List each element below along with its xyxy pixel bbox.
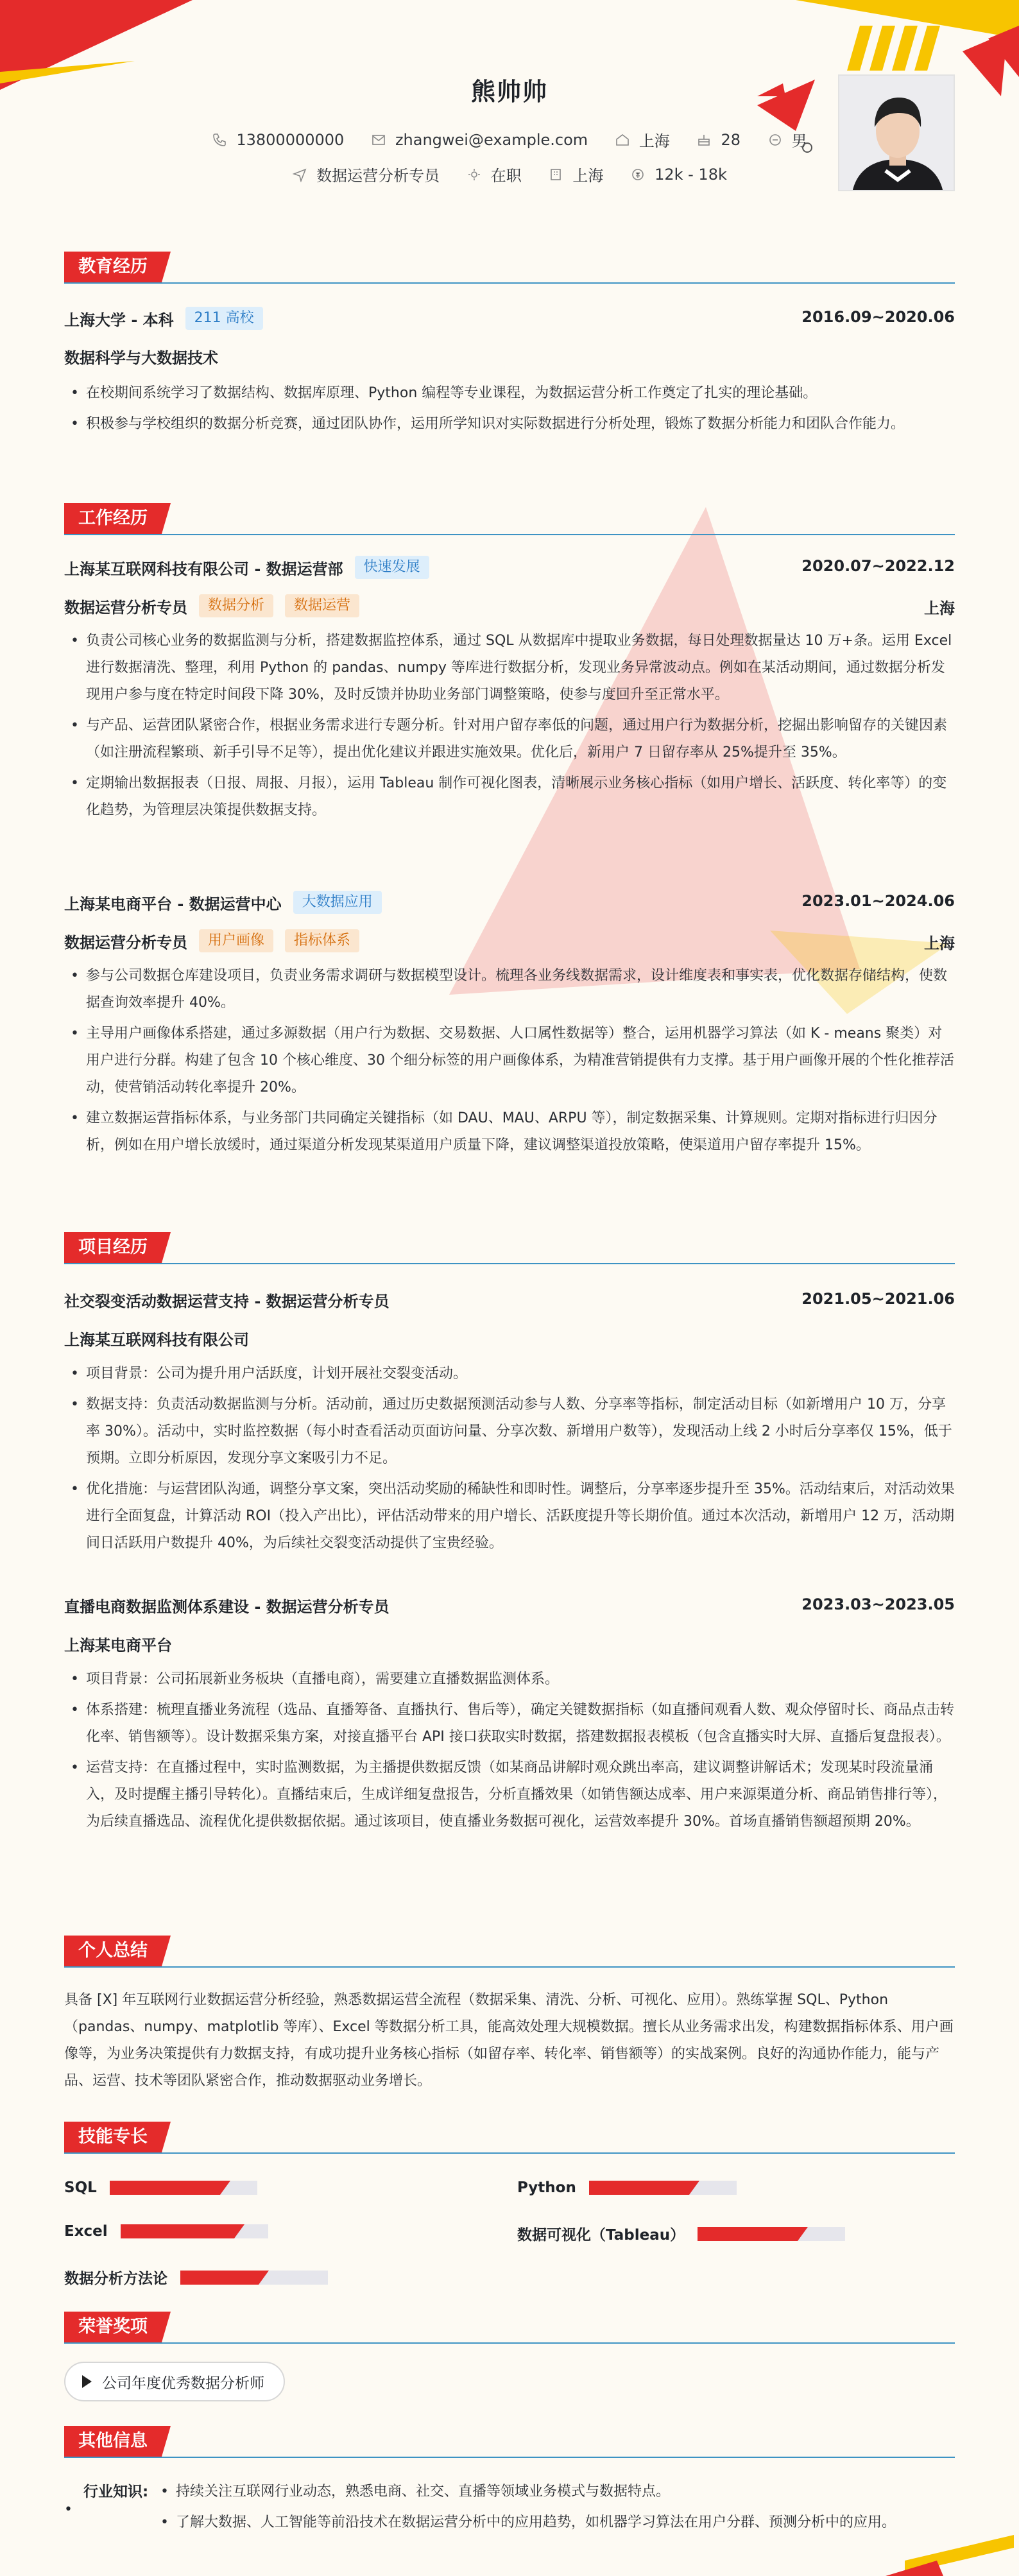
other-label: 行业知识: — [83, 2484, 149, 2500]
section-divider — [64, 2152, 955, 2154]
award-label: 公司年度优秀数据分析师 — [102, 2374, 264, 2392]
section-education — [64, 252, 955, 282]
section-skills — [64, 2122, 955, 2152]
skill-fill — [589, 2181, 689, 2195]
project-1-org: 上海某互联网科技有限公司 — [64, 1331, 249, 1349]
list-item: • 建立数据运营指标体系，与业务部门共同确定关键指标（如 DAU、MAU、ARPU 等），制定数据采集、计算规则。定期对指标进行归因分析，例如在用户增长放缓时，通过渠道分析发现某渠道用户质量下降，建议调整渠道投放策略，使渠道用户留存率提升 15%。 — [64, 1105, 955, 1159]
status-value: 在职 — [490, 167, 522, 185]
work-1-title — [64, 556, 429, 579]
company-name: 上海某电商平台 - 数据运营中心 — [64, 895, 282, 913]
avatar — [838, 74, 955, 191]
bottom-right-decoration — [886, 2490, 1019, 2576]
work-2-bullets — [64, 963, 955, 1163]
list-item: • 项目背景：公司为提升用户活跃度，计划开展社交裂变活动。 — [64, 1361, 955, 1387]
role-tag: 数据运营 — [285, 594, 359, 617]
project-1-date: 2021.05~2021.06 — [801, 1290, 955, 1308]
list-item: • 主导用户画像体系搭建，通过多源数据（用户行为数据、交易数据、人口属性数据等）整合，运用机器学习算法（如 K - means 聚类）对用户进行分群。构建了包含 10 个核心维度、30 个细分标签的用户画像体系，为精准营销提供有力支撑。基于用户画像开展的个性化推荐活动，使营销活动转化率提升 20%。 — [64, 1020, 955, 1101]
money-icon — [630, 167, 646, 182]
section-projects — [64, 1232, 955, 1263]
status-item — [467, 163, 522, 185]
home-icon — [615, 132, 630, 148]
phone-icon — [212, 132, 227, 148]
section-title: 技能专长 — [64, 2122, 162, 2152]
school-badge: 211 高校 — [185, 307, 263, 330]
list-item: • 负责公司核心业务的数据监测与分析，搭建数据监控体系，通过 SQL 从数据库中提取业务数据，每日处理数据量达 10 万+条。运用 Excel 进行数据清洗、整理，利用 Python 的 pandas、numpy 等库进行数据分析，发现业务异常波动点。例如在某活动期间，通过数据分析发现用户参与度在特定时间段下降 30%，及时反馈并协助业务部门调整策略，使参与度回升至正常水平。 — [64, 628, 955, 708]
skill-name: Python — [517, 2179, 576, 2196]
company-badge: 大数据应用 — [293, 891, 382, 914]
outer-bullet: • — [64, 2502, 73, 2518]
work-1-date: 2020.07~2022.12 — [801, 557, 955, 575]
project-2-bullets — [64, 1666, 955, 1839]
work-2-date: 2023.01~2024.06 — [801, 892, 955, 910]
list-item: • 积极参与学校组织的数据分析竞赛，通过团队协作，运用所学知识对实际数据进行分析处理，锻炼了数据分析能力和团队合作能力。 — [64, 411, 955, 438]
project-2-date: 2023.03~2023.05 — [801, 1595, 955, 1613]
list-item: • 项目背景：公司拓展新业务板块（直播电商），需要建立直播数据监测体系。 — [64, 1666, 955, 1693]
target-job-item — [292, 163, 440, 185]
cake-icon — [696, 132, 712, 148]
list-item: • 参与公司数据仓库建设项目，负责业务需求调研与数据模型设计。梳理各业务线数据需求，设计维度表和事实表，优化数据存储结构，使数据查询效率提升 40%。 — [64, 963, 955, 1017]
skill-name: SQL — [64, 2179, 97, 2196]
candidate-name: 熊帅帅 — [470, 78, 548, 106]
section-work — [64, 503, 955, 534]
target-city: 上海 — [572, 167, 604, 185]
list-item: • 了解大数据、人工智能等前沿技术在数据运营分析中的应用趋势，如机器学习算法在用户分群、预测分析中的应用。 — [154, 2509, 898, 2536]
company-name: 上海某互联网科技有限公司 - 数据运营部 — [64, 560, 343, 578]
work-1-city: 上海 — [924, 599, 955, 617]
section-title: 个人总结 — [64, 1936, 162, 1966]
skill-fill — [698, 2227, 798, 2241]
skill-bar — [110, 2181, 257, 2195]
expand-triangle-icon[interactable] — [82, 2375, 92, 2388]
company-badge: 快速发展 — [355, 556, 429, 579]
list-item: • 优化措施：与运营团队沟通，调整分享文案，突出活动奖励的稀缺性和即时性。调整后，分享率逐步提升至 35%。活动结束后，对活动效果进行全面复盘，计算活动 ROI（投入产出比），评估活动带来的用户增长、活跃度提升等长期价值。通过本次活动，新增用户 12 万，活动期间日活跃用户数提升 40%，为后续社交裂变活动提供了宝贵经验。 — [64, 1476, 955, 1557]
target-city-item — [548, 163, 603, 185]
list-item: • 运营支持：在直播过程中，实时监测数据，为主播提供数据反馈（如某商品讲解时观众跳出率高，建议调整讲解话术；发现某时段流量涌入，及时提醒主播引导转化）。直播结束后，生成详细复盘报告，分析直播效果（如销售额达成率、用户来源渠道分析、商品销售排行等），为后续直播选品、流程优化提供数据依据。通过该项目，使直播业务数据可视化，运营效率提升 30%。首场直播销售额超预期 20%。 — [64, 1755, 955, 1835]
skill-python — [517, 2179, 737, 2196]
section-divider — [64, 2457, 955, 2458]
award-item[interactable] — [64, 2362, 285, 2401]
section-divider — [64, 2342, 955, 2344]
skill-bar — [698, 2227, 845, 2241]
work-2-title — [64, 891, 382, 914]
role-name: 数据运营分析专员 — [64, 598, 187, 617]
target-job: 数据运营分析专员 — [316, 167, 440, 185]
skill-name: 数据分析方法论 — [64, 2271, 167, 2287]
settings-icon — [467, 167, 482, 182]
skill-name: 数据可视化（Tableau） — [517, 2227, 685, 2244]
skill-excel — [64, 2223, 268, 2240]
work-2-role — [64, 929, 359, 952]
age-value: 28 — [721, 130, 741, 149]
list-item: • 与产品、运营团队紧密合作，根据业务需求进行专题分析。针对用户留存率低的问题，通过用户行为数据分析，挖掘出影响留存的关键因素（如注册流程繁琐、新手引导不足等），提出优化建议并跟进实施效果。优化后，新用户 7 日留存率从 25%提升至 35%。 — [64, 712, 955, 766]
section-awards — [64, 2312, 955, 2342]
list-item: • 在校期间系统学习了数据结构、数据库原理、Python 编程等专业课程，为数据运营分析工作奠定了扎实的理论基础。 — [64, 380, 955, 407]
section-divider — [64, 1966, 955, 1968]
education-major: 数据科学与大数据技术 — [64, 349, 218, 367]
gender-value: 男 — [791, 132, 807, 150]
building-icon — [548, 167, 563, 182]
skill-bar — [121, 2224, 268, 2238]
city-item — [615, 128, 670, 151]
work-1-bullets — [64, 628, 955, 828]
skill-sql — [64, 2179, 257, 2196]
list-item: • 持续关注互联网行业动态，熟悉电商、社交、直播等领域业务模式与数据特点。 — [154, 2478, 898, 2505]
gender-item — [767, 128, 807, 151]
salary-item — [630, 166, 727, 184]
section-title: 其他信息 — [64, 2426, 162, 2457]
salary-value: 12k - 18k — [655, 165, 727, 184]
role-tag: 用户画像 — [199, 929, 273, 952]
summary-text: 具备 [X] 年互联网行业数据运营分析经验，熟悉数据运营全流程（数据采集、清洗、分析、可视化、应用）。熟练掌握 SQL、Python（pandas、numpy、matplotlib 等库）、Excel 等数据分析工具，能高效处理大规模数据。擅长从业务需求出发，构建数据指标体系、用户画像等，为业务决策提供有力数据支持，有成功提升业务核心指标（如留存率、转化率、销售额等）的实战案例。良好的沟通协作能力，能与产品、运营、技术等团队紧密合作，推动数据驱动业务增长。 — [64, 1992, 954, 2089]
avatar-photo — [839, 76, 955, 191]
section-title: 教育经历 — [64, 252, 162, 282]
skill-fill — [121, 2224, 234, 2238]
work-1-role — [64, 594, 359, 617]
other-bullets — [154, 2478, 898, 2540]
project-2-org: 上海某电商平台 — [64, 1636, 172, 1654]
skill-bar — [589, 2181, 737, 2195]
section-summary — [64, 1936, 955, 1966]
decorative-circle — [802, 142, 812, 153]
skill-methodology — [64, 2267, 328, 2288]
section-title: 工作经历 — [64, 503, 162, 534]
education-date: 2016.09~2020.06 — [801, 308, 955, 326]
email-item — [371, 131, 588, 149]
section-title: 项目经历 — [64, 1232, 162, 1263]
education-bullets — [64, 380, 955, 442]
education-school — [64, 307, 263, 330]
role-tag: 指标体系 — [285, 929, 359, 952]
phone-item — [212, 131, 344, 149]
skill-bar — [180, 2271, 328, 2285]
section-other — [64, 2426, 955, 2457]
city-value: 上海 — [638, 132, 670, 150]
project-1-title: 社交裂变活动数据运营支持 - 数据运营分析专员 — [64, 1292, 390, 1310]
gender-icon — [767, 132, 783, 148]
skill-fill — [110, 2181, 221, 2195]
role-name: 数据运营分析专员 — [64, 933, 187, 952]
work-2-city: 上海 — [924, 934, 955, 952]
send-icon — [292, 167, 307, 182]
phone-number: 13800000000 — [236, 130, 345, 149]
role-tag: 数据分析 — [199, 594, 273, 617]
list-item: • 数据支持：负责活动数据监测与分析。活动前，通过历史数据预测活动参与人数、分享率等指标，制定活动目标（如新增用户 10 万，分享率 30%）。活动中，实时监控数据（每小时查看活动页面访问量、分享次数、新增用户数等），发现活动上线 2 小时后分享率仅 15%，低于预期。立即分析原因，发现分享文案吸引力不足。 — [64, 1391, 955, 1472]
email-address: zhangwei@example.com — [395, 130, 588, 149]
mail-icon — [371, 132, 386, 148]
project-1-bullets — [64, 1361, 955, 1561]
section-divider — [64, 534, 955, 535]
section-divider — [64, 282, 955, 284]
section-title: 荣誉奖项 — [64, 2312, 162, 2342]
skill-tableau — [517, 2223, 845, 2244]
skill-fill — [180, 2271, 259, 2285]
project-2-title: 直播电商数据监测体系建设 - 数据运营分析专员 — [64, 1598, 390, 1616]
section-divider — [64, 1263, 955, 1264]
skill-name: Excel — [64, 2223, 108, 2240]
list-item: • 体系搭建：梳理直播业务流程（选品、直播筹备、直播执行、售后等），确定关键数据指标（如直播间观看人数、观众停留时长、商品点击转化率、销售额等）。设计数据采集方案，对接直播平台 API 接口获取实时数据，搭建数据报表模板（包含直播实时大屏、直播后复盘报表）。 — [64, 1697, 955, 1751]
age-item — [696, 131, 741, 149]
school-name: 上海大学 - 本科 — [64, 311, 174, 329]
list-item: • 定期输出数据报表（日报、周报、月报），运用 Tableau 制作可视化图表，清晰展示业务核心指标（如用户增长、活跃度、转化率等）的变化趋势，为管理层决策提供数据支持。 — [64, 770, 955, 824]
